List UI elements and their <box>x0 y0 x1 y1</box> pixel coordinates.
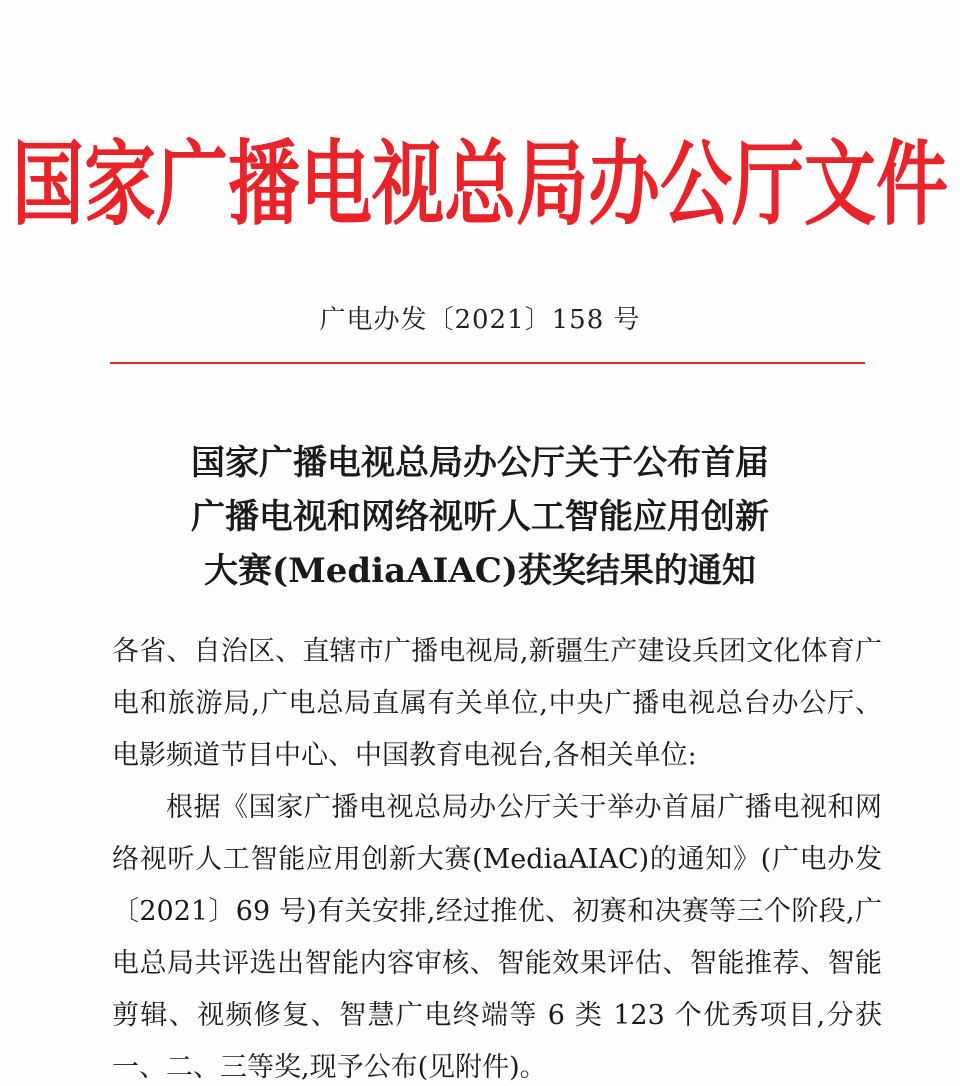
notice-title-line-1: 国家广播电视总局办公厅关于公布首届 <box>191 443 769 483</box>
document-header-title: 国家广播电视总局办公厅文件 <box>11 128 948 238</box>
notice-title-line-2: 广播电视和网络视听人工智能应用创新 <box>191 497 769 537</box>
body-paragraph-1: 根据《国家广播电视总局办公厅关于举办首届广播电视和网络视听人工智能应用创新大赛(MediaAIAC)的通知》(广电办发〔2021〕69 号)有关安排,经过推优、初赛和决赛等三个阶段,广电总局共评选出智能内容审核、智能效果评估、智能推荐、智能剪辑、视频修复、智慧广电终端等 6 类 123 个优秀项目,分获一、二、三等奖,现予公布(见附件)。 <box>112 792 882 1083</box>
document-number: 广电办发〔2021〕158 号 <box>319 305 641 335</box>
notice-title <box>0 436 960 598</box>
notice-body <box>112 626 882 1086</box>
notice-title-line-3: 大赛(MediaAIAC)获奖结果的通知 <box>204 551 756 591</box>
red-divider-line <box>110 362 865 364</box>
addressee-paragraph: 各省、自治区、直辖市广播电视局,新疆生产建设兵团文化体育广电和旅游局,广电总局直属有关单位,中央广播电视总台办公厅、电影频道节目中心、中国教育电视台,各相关单位: <box>112 636 882 771</box>
